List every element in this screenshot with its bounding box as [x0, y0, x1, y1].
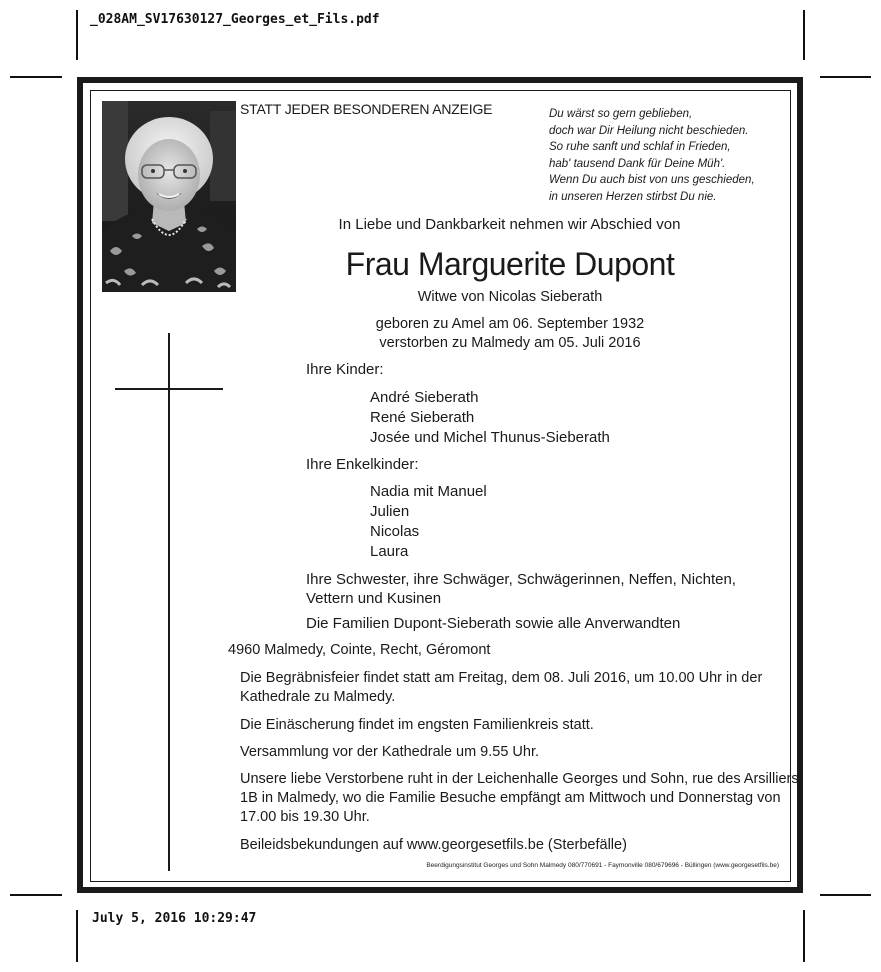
file-name: _028AM_SV17630127_Georges_et_Fils.pdf	[90, 12, 380, 27]
siblings-line	[306, 570, 766, 608]
paragraph-line: Die Begräbnisfeier findet statt am Freitag, dem 08. Juli 2016, um 10.00 Uhr in der	[240, 670, 763, 686]
list-item: Josée und Michel Thunus-Sieberath	[370, 429, 610, 446]
paragraph-line: Unsere liebe Verstorbene ruht in der Leichenhalle Georges und Sohn, rue des Arsilliers	[240, 771, 799, 787]
deceased-name: Frau Marguerite Dupont	[345, 246, 675, 282]
poem-line: Wenn Du auch bist von uns geschieden,	[549, 174, 755, 187]
list-item: René Sieberath	[370, 409, 475, 426]
notice-header: STATT JEDER BESONDEREN ANZEIGE	[240, 101, 493, 117]
crop-mark-left-top	[10, 76, 62, 78]
poem-line: So ruhe sanft und schlaf in Frieden,	[549, 141, 731, 154]
poem	[549, 106, 755, 206]
cremation-paragraph	[240, 716, 785, 735]
families-line: Die Familien Dupont-Sieberath sowie alle Anverwandten	[306, 615, 681, 632]
paragraph-line: 17.00 bis 19.30 Uhr.	[240, 809, 370, 825]
siblings-text: Ihre Schwester, ihre Schwäger, Schwägerinnen, Neffen, Nichten,	[306, 571, 736, 588]
print-timestamp: July 5, 2016 10:29:47	[92, 911, 257, 926]
grandchildren-list	[370, 482, 487, 562]
poem-line: in unseren Herzen stirbst Du nie.	[549, 190, 717, 203]
list-item: Laura	[370, 543, 409, 560]
cross-horizontal	[115, 388, 223, 390]
poem-line: Du wärst so gern geblieben,	[549, 108, 693, 120]
widow-of: Witwe von Nicolas Sieberath	[417, 289, 603, 305]
crop-mark-top-right	[803, 10, 805, 60]
funeral-paragraph	[240, 669, 785, 707]
portrait-photo	[102, 101, 236, 292]
crop-mark-left-bottom	[10, 894, 62, 896]
crop-mark-top-left	[76, 10, 78, 60]
list-item: André Sieberath	[370, 389, 479, 406]
paragraph-line: Beileidsbekundungen auf www.georgesetfils.be (Sterbefälle)	[240, 837, 627, 853]
funeral-home-footer: Beerdigungsinstitut Georges und Sohn Malmedy 080/770691 - Faymonville 080/679696 - Büllingen (www.georgesetfils.be)	[426, 862, 779, 869]
list-item: Nicolas	[370, 523, 420, 540]
crop-mark-bottom-left	[76, 910, 78, 962]
death-line: verstorben zu Malmedy am 05. Juli 2016	[379, 335, 641, 351]
children-heading: Ihre Kinder:	[306, 361, 384, 378]
paragraph-line: Versammlung vor der Kathedrale um 9.55 Uhr.	[240, 744, 540, 760]
poem-line: doch war Dir Heilung nicht beschieden.	[549, 124, 749, 137]
grandchildren-heading: Ihre Enkelkinder:	[306, 456, 419, 473]
rest-paragraph	[240, 770, 799, 827]
birth-line: geboren zu Amel am 06. September 1932	[375, 316, 645, 332]
crop-mark-bottom-right	[803, 910, 805, 962]
condolences-paragraph	[240, 836, 785, 855]
crop-mark-right-top	[820, 76, 871, 78]
intro-line	[0, 216, 881, 233]
list-item: Julien	[370, 503, 410, 520]
siblings-text: Vettern und Kusinen	[306, 590, 442, 607]
paragraph-line: Kathedrale zu Malmedy.	[240, 689, 396, 705]
paragraph-line: 1B in Malmedy, wo die Familie Besuche empfängt am Mittwoch und Donnerstag von	[240, 790, 781, 806]
intro-text: In Liebe und Dankbarkeit nehmen wir Abschied von	[338, 216, 681, 233]
cross-vertical	[168, 333, 170, 871]
address: 4960 Malmedy, Cointe, Recht, Géromont	[228, 642, 491, 658]
poem-line: hab' tausend Dank für Deine Müh'.	[549, 157, 726, 170]
children-list	[370, 388, 610, 448]
paragraph-line: Die Einäscherung findet im engsten Familienkreis statt.	[240, 717, 594, 733]
gathering-paragraph	[240, 743, 785, 762]
list-item: Nadia mit Manuel	[370, 483, 487, 500]
crop-mark-right-bottom	[820, 894, 871, 896]
